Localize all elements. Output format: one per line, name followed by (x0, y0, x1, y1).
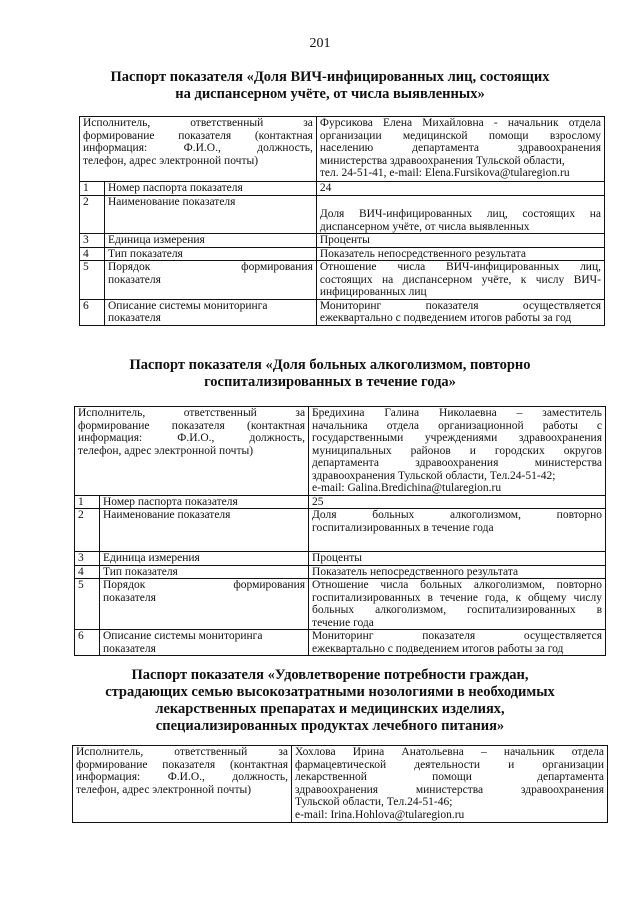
table-row: 2 Наименование показателя Доля больных алкоголизмом, повторно госпитализированных в течение года (75, 509, 606, 552)
executor-value: Бредихина Галина Николаевна – заместитель начальника отдела организационной работы с государственными учреждениями здравоохранения муниципальных районов и городских округов департамента здравоохранения министерства здравоохранения Тульской области, Тел.24-51-42; e-mail: Galina.Bredichina@tularegion.ru (309, 407, 606, 496)
executor-label: Исполнитель, ответственный за формирование показателя (контактная информация: Ф.И.О., должность, телефон, адрес электронной почты) (75, 407, 309, 496)
passport-table (74, 406, 606, 656)
table-row: 1 Номер паспорта показателя 24 (80, 182, 605, 196)
section-title: Паспорт показателя «Доля ВИЧ-инфицированных лиц, состоящих на диспансерном учёте, от числа выявленных» (110, 69, 550, 102)
executor-row (80, 117, 605, 182)
page-number: 201 (309, 36, 331, 51)
executor-value: Фурсикова Елена Михайловна - начальник отдела организации медицинской помощи взрослому населению департамента здравоохранения министерства здравоохранения Тульской области, тел. 24-51-41, e-mail: Elena.Fursikova@tularegion.ru (316, 117, 604, 182)
section-title: Паспорт показателя «Доля больных алкоголизмом, повторно госпитализированных в течение года» (129, 357, 531, 390)
table-row: 5 Порядок формирования показателя Отношение числа больных алкоголизмом, повторно госпитализированных в течение года, к общему числу больных алкоголизмом, госпитализированных в течение года (75, 579, 606, 630)
passport-table (72, 745, 608, 823)
executor-value: Хохлова Ирина Анатольевна – начальник отдела фармацевтической деятельности и организации лекарственной помощи департамента здравоохранения министерства здравоохранения Тульской области, Тел.24-51-46; e-mail: Irina.Hohlova@tularegion.ru (292, 746, 608, 823)
executor-label: Исполнитель, ответственный за формирование показателя (контактная информация: Ф.И.О., должность, телефон, адрес электронной почты) (80, 117, 317, 182)
table-row: 2 Наименование показателя Доля ВИЧ-инфицированных лиц, состоящих на диспансерном учёте, от числа выявленных (80, 195, 605, 234)
table-row: 3 Единица измерения Проценты (75, 552, 606, 566)
executor-row (75, 407, 606, 496)
table-row: 1 Номер паспорта показателя 25 (75, 495, 606, 509)
table-row: 5 Порядок формирования показателя Отношение числа ВИЧ-инфицированных лиц, состоящих на диспансерном учёте, к числу ВИЧ- инфицированных лиц (80, 261, 605, 300)
table-row: 4 Тип показателя Показатель непосредственного результата (80, 247, 605, 261)
passport-table (79, 116, 605, 326)
table-row: 6 Описание системы мониторинга показателя Мониторинг показателя осуществляется ежеквартально с подведением итогов работы за год (80, 299, 605, 325)
table-row: 3 Единица измерения Проценты (80, 234, 605, 248)
table-row: 4 Тип показателя Показатель непосредственного результата (75, 565, 606, 579)
executor-row (73, 746, 608, 823)
section-title: Паспорт показателя «Удовлетворение потребности граждан, страдающих семью высокозатратными нозологиями в необходимых лекарственных препаратах и медицинских изделиях, специализированных продуктах лечебного питания» (105, 667, 555, 734)
table-row: 6 Описание системы мониторинга показателя Мониторинг показателя осуществляется ежеквартально с подведением итогов работы за год (75, 630, 606, 656)
executor-label: Исполнитель, ответственный за формирование показателя (контактная информация: Ф.И.О., должность, телефон, адрес электронной почты) (73, 746, 292, 823)
